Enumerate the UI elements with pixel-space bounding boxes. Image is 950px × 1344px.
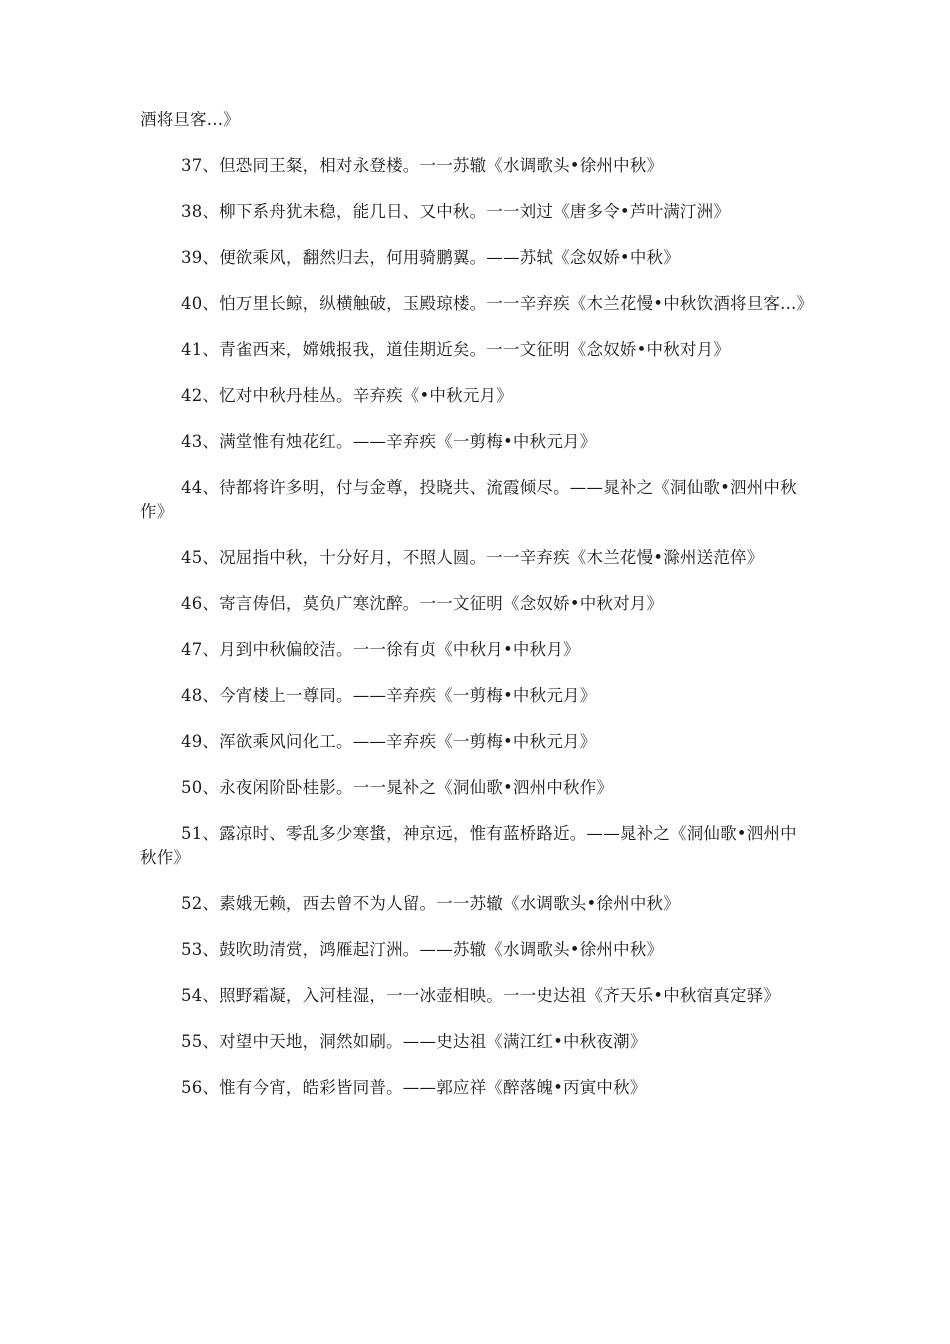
- poem-line-43: 43、满堂惟有烛花红。——辛弃疾《一剪梅•中秋元月》: [181, 432, 597, 451]
- poem-list: [140, 108, 812, 1122]
- poem-line-42: 42、忆对中秋丹桂丛。辛弃疾《•中秋元月》: [181, 386, 513, 405]
- poem-line-40: 40、怕万里长鲸，纵横触破，玉殿琼楼。一一辛弃疾《木兰花慢•中秋饮酒将旦客...》: [181, 294, 814, 313]
- poem-line-37: 37、但恐同王粲，相对永登楼。一一苏辙《水调歌头•徐州中秋》: [181, 156, 664, 175]
- poem-line-47: 47、月到中秋偏皎洁。一一徐有贞《中秋月•中秋月》: [181, 640, 580, 659]
- poem-line-48: 48、今宵楼上一尊同。——辛弃疾《一剪梅•中秋元月》: [181, 686, 597, 705]
- poem-line-41: 41、青雀西来，嫦娥报我，道佳期近矣。一一文征明《念奴娇•中秋对月》: [181, 340, 731, 359]
- poem-line-38: 38、柳下系舟犹未稳，能几日、又中秋。一一刘过《唐多令•芦叶满汀洲》: [181, 202, 731, 221]
- poem-line-51: 51、露凉时、零乱多少寒螀，神京远，惟有蓝桥路近。——晁补之《洞仙歌•泗州中秋作》: [140, 824, 797, 867]
- continued-line: 酒将旦客...》: [140, 110, 240, 129]
- poem-line-45: 45、况屈指中秋，十分好月，不照人圆。一一辛弃疾《木兰花慢•滁州送范倅》: [181, 548, 764, 567]
- poem-line-54: 54、照野霜凝，入河桂湿，一一冰壶相映。一一史达祖《齐天乐•中秋宿真定驿》: [181, 986, 781, 1005]
- poem-line-39: 39、便欲乘风，翻然归去，何用骑鹏翼。——苏轼《念奴娇•中秋》: [181, 248, 680, 267]
- poem-line-56: 56、惟有今宵，皓彩皆同普。——郭应祥《醉落魄•丙寅中秋》: [181, 1078, 647, 1097]
- poem-line-55: 55、对望中天地，洞然如刷。——史达祖《满江红•中秋夜潮》: [181, 1032, 647, 1051]
- poem-line-50: 50、永夜闲阶卧桂影。一一晁补之《洞仙歌•泗州中秋作》: [181, 778, 614, 797]
- poem-line-53: 53、鼓吹助清赏，鸿雁起汀洲。——苏辙《水调歌头•徐州中秋》: [181, 940, 664, 959]
- poem-line-46: 46、寄言俦侣，莫负广寒沈醉。一一文征明《念奴娇•中秋对月》: [181, 594, 664, 613]
- poem-line-52: 52、素娥无赖，西去曾不为人留。一一苏辙《水调歌头•徐州中秋》: [181, 894, 680, 913]
- poem-line-44: 44、待都将许多明，付与金尊，投晓共、流霞倾尽。——晁补之《洞仙歌•泗州中秋作》: [140, 478, 797, 521]
- poem-line-49: 49、浑欲乘风问化工。——辛弃疾《一剪梅•中秋元月》: [181, 732, 597, 751]
